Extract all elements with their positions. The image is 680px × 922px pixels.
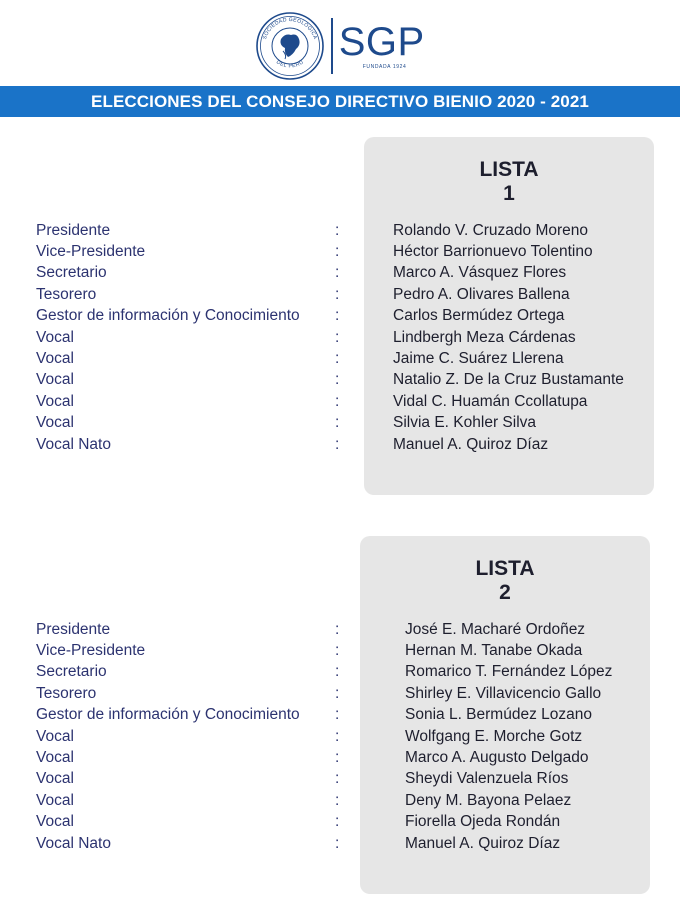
list-1-roles xyxy=(36,220,336,455)
separator: : xyxy=(335,414,340,432)
separator: : xyxy=(335,435,340,453)
separator: : xyxy=(335,328,340,346)
separator: : xyxy=(335,620,340,638)
candidate-name: Lindbergh Meza Cárdenas xyxy=(393,328,576,346)
separator: : xyxy=(335,642,340,660)
title-banner xyxy=(0,86,680,117)
separator: : xyxy=(335,791,340,809)
role-label: Vocal xyxy=(36,791,74,809)
separator: : xyxy=(335,307,340,325)
separator: : xyxy=(335,749,340,767)
list-1-heading xyxy=(364,158,654,206)
candidate-name: Marco A. Augusto Delgado xyxy=(405,749,589,767)
candidate-name: Héctor Barrionuevo Tolentino xyxy=(393,243,593,261)
candidate-name: Romarico T. Fernández López xyxy=(405,663,613,681)
separator: : xyxy=(335,371,340,389)
separator: : xyxy=(335,392,340,410)
separator: : xyxy=(335,350,340,368)
candidate-name: Natalio Z. De la Cruz Bustamante xyxy=(393,371,624,389)
role-label: Secretario xyxy=(36,264,107,282)
candidate-name: Jaime C. Suárez Llerena xyxy=(393,350,564,368)
candidate-name: Hernan M. Tanabe Okada xyxy=(405,642,583,660)
separator: : xyxy=(335,663,340,681)
candidate-name: Rolando V. Cruzado Moreno xyxy=(393,221,589,239)
brand-founded: FUNDADA 1924 xyxy=(362,63,407,70)
role-label: Vice-Presidente xyxy=(36,243,146,261)
list-2-roles xyxy=(36,619,336,854)
separator: : xyxy=(335,770,340,788)
list-2-heading-label: LISTA xyxy=(475,557,535,580)
candidate-name: Fiorella Ojeda Rondán xyxy=(405,813,561,831)
seal-text-top: SOCIEDAD GEOLÓGICA xyxy=(262,16,319,40)
role-label: Vocal xyxy=(36,328,74,346)
role-label: Vocal Nato xyxy=(36,435,111,453)
separator: : xyxy=(335,243,340,261)
role-label: Tesorero xyxy=(36,684,97,702)
role-label: Secretario xyxy=(36,663,107,681)
separator: : xyxy=(335,834,340,852)
role-label: Vocal Nato xyxy=(36,834,111,852)
list-1-number: 1 xyxy=(503,182,515,205)
role-label: Gestor de información y Conocimiento xyxy=(36,307,300,325)
list-1-separators xyxy=(335,220,345,455)
list-2-heading xyxy=(360,557,650,605)
role-label: Vocal xyxy=(36,770,74,788)
role-label: Vocal xyxy=(36,813,74,831)
candidate-name: Sonia L. Bermúdez Lozano xyxy=(405,706,592,724)
seal-text-bottom: DEL PERÚ xyxy=(275,58,306,69)
list-2-number: 2 xyxy=(499,581,511,604)
candidate-name: Shirley E. Villavicencio Gallo xyxy=(405,684,602,702)
society-seal-icon xyxy=(255,11,325,81)
separator: : xyxy=(335,684,340,702)
candidate-name: Marco A. Vásquez Flores xyxy=(393,264,567,282)
separator: : xyxy=(335,285,340,303)
logo-divider xyxy=(331,18,333,74)
candidate-name: Carlos Bermúdez Ortega xyxy=(393,307,565,325)
role-label: Vocal xyxy=(36,727,74,745)
role-label: Presidente xyxy=(36,221,111,239)
list-2-separators xyxy=(335,619,345,854)
candidate-name: Sheydi Valenzuela Ríos xyxy=(405,770,569,788)
separator: : xyxy=(335,813,340,831)
candidate-name: Deny M. Bayona Pelaez xyxy=(405,791,572,809)
role-label: Gestor de información y Conocimiento xyxy=(36,706,300,724)
role-label: Vocal xyxy=(36,749,74,767)
candidate-name: Manuel A. Quiroz Díaz xyxy=(405,834,561,852)
list-1-heading-label: LISTA xyxy=(479,158,539,181)
role-label: Vocal xyxy=(36,392,74,410)
separator: : xyxy=(335,727,340,745)
candidate-name: Silvia E. Kohler Silva xyxy=(393,414,537,432)
header-logo xyxy=(0,8,680,83)
candidate-name: Wolfgang E. Morche Gotz xyxy=(405,727,583,745)
page-title: ELECCIONES DEL CONSEJO DIRECTIVO BIENIO 2020 - 2021 xyxy=(91,91,589,111)
separator: : xyxy=(335,264,340,282)
role-label: Vocal xyxy=(36,414,74,432)
candidate-name: Pedro A. Olivares Ballena xyxy=(393,285,570,303)
brand-abbreviation: SGP xyxy=(338,19,425,64)
role-label: Vocal xyxy=(36,350,74,368)
role-label: Presidente xyxy=(36,620,111,638)
brand xyxy=(338,19,425,70)
role-label: Vocal xyxy=(36,371,74,389)
separator: : xyxy=(335,221,340,239)
candidate-name: Vidal C. Huamán Ccollatupa xyxy=(393,392,588,410)
list-1-names xyxy=(393,220,653,455)
role-label: Tesorero xyxy=(36,285,97,303)
candidate-name: José E. Macharé Ordoñez xyxy=(405,620,586,638)
separator: : xyxy=(335,706,340,724)
role-label: Vice-Presidente xyxy=(36,642,146,660)
candidate-name: Manuel A. Quiroz Díaz xyxy=(393,435,549,453)
list-2-names xyxy=(405,619,665,854)
